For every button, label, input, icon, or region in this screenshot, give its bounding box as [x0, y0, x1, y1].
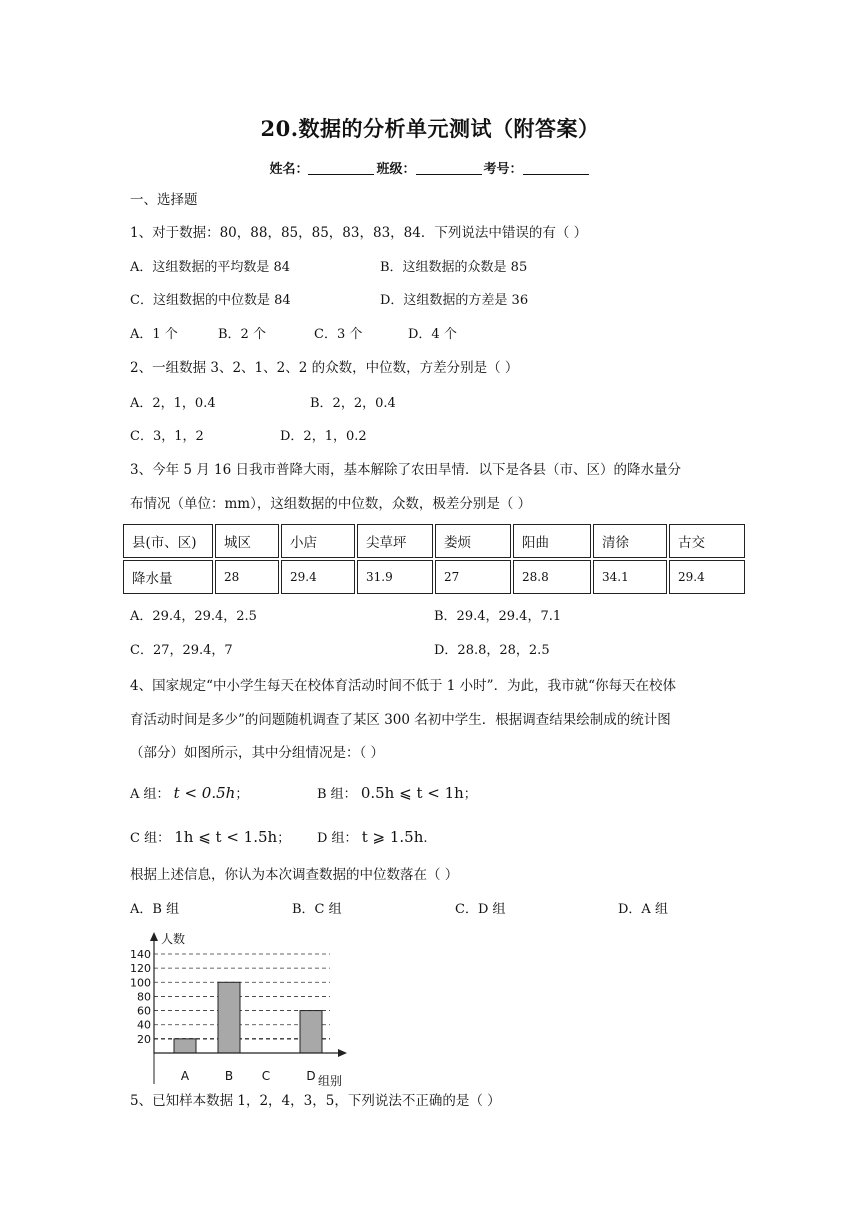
x-axis-arrow	[338, 1049, 347, 1057]
q1-option-d: D．这组数据的方差是 36	[380, 293, 529, 308]
group-b-formula: 0.5h ⩽ t < 1h	[360, 784, 464, 802]
bar-chart	[118, 928, 358, 1088]
y-axis-arrow	[150, 932, 158, 941]
group-c-label: C 组：	[130, 831, 171, 846]
class-blank[interactable]	[416, 162, 482, 175]
q4-option-b: B．C 组	[292, 902, 342, 917]
y-tick-label: 140	[130, 948, 151, 961]
table-cell: 29.4	[281, 560, 355, 594]
q2-option-b: B．2，2，0.4	[310, 396, 396, 411]
q1-option-c: C．这组数据的中位数是 84	[130, 293, 291, 308]
table-cell: 34.1	[593, 560, 667, 594]
table-row	[123, 560, 745, 594]
id-blank[interactable]	[523, 162, 589, 175]
y-tick-label: 100	[130, 976, 151, 990]
y-axis-label: 人数	[161, 932, 186, 946]
table-cell: 古交	[669, 524, 745, 558]
question-4-stem-line3: （部分）如图所示，其中分组情况是：（ ）	[130, 745, 385, 761]
table-cell: 29.4	[669, 560, 745, 594]
question-2-stem: 2、一组数据 3、2、1、2、2 的众数，中位数，方差分别是（ ）	[130, 360, 519, 376]
table-cell: 尖草坪	[357, 524, 433, 558]
id-label: 考号：	[483, 162, 523, 177]
x-tick-label: C	[261, 1069, 271, 1083]
name-blank[interactable]	[308, 162, 374, 175]
q3-option-c: C．27，29.4，7	[130, 643, 233, 658]
table-cell: 31.9	[357, 560, 433, 594]
group-b-sep: ；	[463, 787, 477, 802]
group-a-definition	[130, 784, 248, 804]
bar-A	[174, 1039, 196, 1053]
q1-choice-c: C．3 个	[314, 327, 363, 342]
group-b-label: B 组：	[317, 787, 357, 802]
question-3-stem-line2: 布情况（单位：mm），这组数据的中位数，众数，极差分别是（ ）	[130, 496, 532, 512]
table-cell: 清徐	[593, 524, 667, 558]
q2-option-a: A．2，1，0.4	[130, 396, 216, 411]
table-cell: 城区	[215, 524, 279, 558]
question-5-stem: 5、已知样本数据 1，2，4，3，5，下列说法不正确的是（ ）	[130, 1093, 501, 1109]
table-cell: 降水量	[123, 560, 213, 594]
student-info-line	[0, 158, 860, 177]
x-tick-label: D	[306, 1069, 316, 1083]
q1-choice-a: A．1 个	[130, 327, 178, 342]
y-tick-label: 60	[137, 1004, 151, 1018]
bar-B	[218, 982, 240, 1053]
table-cell: 阳曲	[513, 524, 591, 558]
q2-option-d: D．2，1，0.2	[280, 429, 367, 444]
question-1-stem: 1、对于数据：80，88，85，85，83，83，84．下列说法中错误的有（ ）	[130, 225, 588, 241]
q1-choice-d: D．4 个	[408, 327, 457, 342]
q4-option-d: D．A 组	[618, 902, 668, 917]
group-c-sep: ；	[277, 831, 291, 846]
x-axis-label: 组别	[318, 1074, 343, 1088]
rainfall-table	[121, 522, 747, 596]
class-label: 班级：	[376, 162, 416, 177]
q3-option-b: B．29.4，29.4，7.1	[434, 609, 562, 624]
q1-option-b: B．这组数据的众数是 85	[380, 260, 528, 275]
y-tick-label: 120	[130, 962, 151, 976]
q3-option-d: D．28.8，28，2.5	[434, 643, 550, 658]
table-cell: 县(市、区)	[123, 524, 213, 558]
q4-option-c: C．D 组	[455, 902, 506, 917]
group-a-formula: t < 0.5h	[173, 784, 236, 802]
question-4-prompt: 根据上述信息，你认为本次调查数据的中位数落在（ ）	[130, 867, 459, 883]
x-tick-label: A	[180, 1069, 190, 1083]
y-tick-label: 80	[137, 990, 151, 1004]
y-tick-label: 40	[137, 1018, 151, 1032]
q1-option-a: A．这组数据的平均数是 84	[130, 260, 291, 275]
table-cell: 28	[215, 560, 279, 594]
group-a-label: A 组：	[130, 787, 170, 802]
table-cell: 小店	[281, 524, 355, 558]
table-cell: 28.8	[513, 560, 591, 594]
table-cell: 27	[435, 560, 511, 594]
group-d-definition	[317, 828, 428, 848]
group-c-formula: 1h ⩽ t < 1.5h	[174, 828, 278, 846]
q3-option-a: A．29.4，29.4，2.5	[130, 609, 257, 624]
question-4-stem-line1: 4、国家规定“中小学生每天在校体育活动时间不低于 1 小时”．为此，我市就“你每天在校体	[130, 678, 676, 694]
table-cell: 娄烦	[435, 524, 511, 558]
q4-option-a: A．B 组	[130, 902, 180, 917]
bar-D	[300, 1011, 322, 1053]
name-label: 姓名：	[269, 162, 309, 177]
page-title: 20.数据的分析单元测试（附答案）	[260, 116, 600, 141]
group-c-definition	[130, 828, 290, 848]
group-b-definition	[317, 784, 477, 804]
group-d-label: D 组：	[317, 831, 358, 846]
x-tick-label: B	[224, 1069, 234, 1083]
section-heading: 一、选择题	[130, 192, 198, 208]
question-4-stem-line2: 育活动时间是多少”的问题随机调查了某区 300 名初中学生．根据调查结果绘制成的统计图	[130, 712, 671, 728]
table-header-row	[123, 524, 745, 558]
group-d-formula: t ⩾ 1.5h	[361, 828, 424, 846]
q2-option-c: C．3，1，2	[130, 429, 204, 444]
group-d-sep: .	[423, 831, 428, 846]
question-3-stem-line1: 3、今年 5 月 16 日我市普降大雨，基本解除了农田旱情．以下是各县（市、区）的降水量分	[130, 462, 682, 478]
group-a-sep: ；	[235, 787, 249, 802]
q1-choice-b: B．2 个	[218, 327, 266, 342]
y-tick-label: 20	[137, 1032, 151, 1046]
